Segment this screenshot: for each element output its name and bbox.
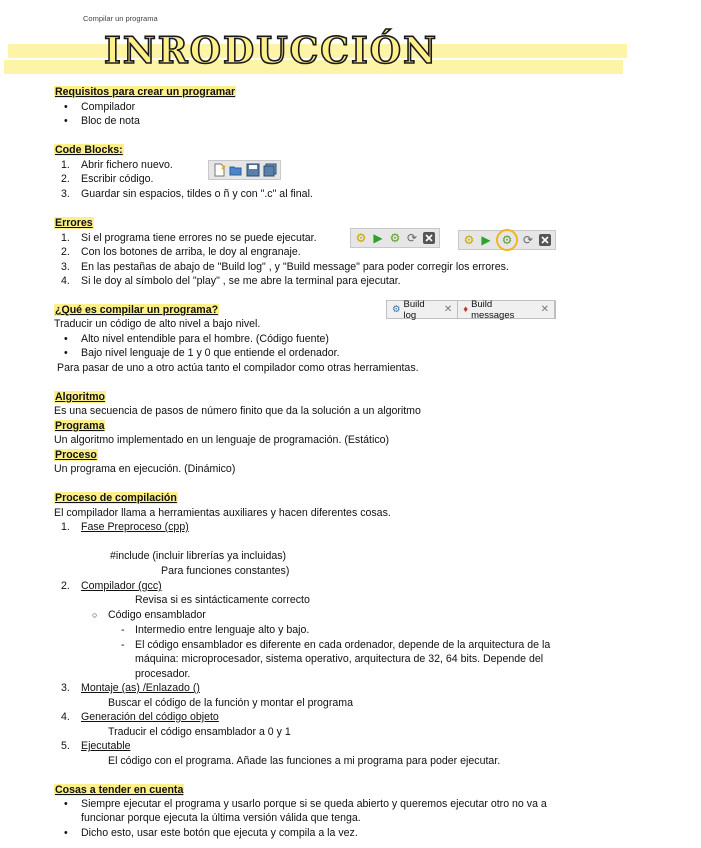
paragraph: Un algoritmo implementado en un lenguaje de programación. (Estático) (54, 434, 390, 446)
paragraph: máquina: microprocesador, sistema operativo, arquitectura de 32, 64 bits. Depende del (135, 653, 544, 665)
paragraph: Traducir el código ensamblador a 0 y 1 (108, 726, 291, 738)
play-icon[interactable]: ▶ (481, 233, 491, 247)
gear-icon[interactable]: ⚙ (463, 233, 475, 247)
document-header: Compilar un programa (83, 14, 158, 23)
section-heading-codeblocks: Code Blocks: (55, 144, 123, 156)
paragraph: Buscar el código de la función y montar el programa (108, 697, 353, 709)
list-item: 2. Con los botones de arriba, le doy al engranaje. (61, 246, 301, 258)
build-toolbar (350, 228, 440, 248)
list-item: 4. Si le doy al símbolo del "play" , se me abre la terminal para ejecutar. (61, 275, 401, 287)
abort-icon[interactable] (422, 231, 436, 245)
list-item: 4. Generación del código objeto (61, 711, 219, 723)
rebuild-icon[interactable]: ⟳ (406, 231, 418, 245)
paragraph: Un programa en ejecución. (Dinámico) (54, 463, 236, 475)
section-heading-compilacion: Proceso de compilación (55, 492, 177, 504)
section-heading-cosas: Cosas a tender en cuenta (55, 784, 184, 796)
abort-icon[interactable] (538, 233, 552, 247)
section-heading-errores: Errores (55, 217, 93, 229)
rebuild-icon[interactable]: ⟳ (522, 233, 534, 247)
build-messages-icon: ♦ (463, 304, 469, 315)
list-item: • Alto nivel entendible para el hombre. (Código fuente) (81, 333, 329, 345)
list-item: 1. Si el programa tiene errores no se puede ejecutar. (61, 232, 317, 244)
list-item: 2. Compilador (gcc) (61, 580, 162, 592)
list-item: 2. Escribir código. (61, 173, 154, 185)
list-item: 3. En las pestañas de abajo de "Build log" , y "Build message" para poder corregir los errores. (61, 261, 509, 273)
section-heading-proceso: Proceso (55, 449, 97, 461)
page-title: INRODUCCIÓN (104, 30, 439, 72)
new-file-icon[interactable] (212, 163, 226, 177)
file-toolbar (208, 160, 281, 180)
paragraph: procesador. (135, 668, 191, 680)
paragraph: Es una secuencia de pasos de número finito que da la solución a un algoritmo (54, 405, 421, 417)
section-heading-algoritmo: Algoritmo (55, 391, 106, 403)
build-run-icon[interactable]: ⚙ (389, 231, 401, 245)
paragraph: El código con el programa. Añade las funciones a mi programa para poder ejecutar. (108, 755, 501, 767)
play-icon[interactable]: ▶ (373, 231, 383, 245)
list-item: • Bajo nivel lenguaje de 1 y 0 que entiende el ordenador. (81, 347, 340, 359)
list-item: 3. Guardar sin espacios, tildes o ñ y con ".c" al final. (61, 188, 313, 200)
list-item: • Dicho esto, usar este botón que ejecuta y compila a la vez. (81, 827, 358, 839)
close-icon[interactable]: ✕ (540, 304, 549, 315)
open-file-icon[interactable] (229, 163, 243, 177)
list-item: 3. Montaje (as) /Enlazado () (61, 682, 200, 694)
list-item: • Compilador (81, 101, 135, 113)
list-item: - El código ensamblador es diferente en cada ordenador, depende de la arquitectura de la (135, 639, 550, 651)
list-item: ○ Código ensamblador (108, 609, 206, 621)
tab-build-log[interactable]: ⚙ Build log ✕ (387, 301, 458, 318)
list-item: 5. Ejecutable (61, 740, 131, 752)
build-toolbar-highlighted (458, 230, 556, 250)
paragraph: funcionar porque ejecuta la última versión válida que tenga. (81, 812, 361, 824)
list-item: • Bloc de nota (81, 115, 140, 127)
section-heading-programa: Programa (55, 420, 105, 432)
paragraph: Revisa si es sintácticamente correcto (135, 594, 310, 606)
paragraph: El compilador llama a herramientas auxiliares y hacen diferentes cosas. (54, 507, 391, 519)
paragraph: Para pasar de uno a otro actúa tanto el compilador como otras herramientas. (57, 362, 419, 374)
tab-build-messages[interactable]: ♦ Build messages ✕ (458, 301, 555, 318)
list-item: • Siempre ejecutar el programa y usarlo porque si se queda abierto y queremos ejecutar otro no va a (81, 798, 547, 810)
list-item: 1. Fase Preproceso (cpp) (61, 521, 189, 533)
paragraph: Traducir un código de alto nivel a bajo nivel. (54, 318, 261, 330)
build-run-icon[interactable]: ⚙ (496, 229, 518, 251)
paragraph: #include (incluir librerías ya incluidas) (110, 550, 287, 562)
section-heading-compilar: ¿Qué es compilar un programa? (55, 304, 219, 316)
gear-icon: ⚙ (392, 304, 401, 315)
list-item: 1. Abrir fichero nuevo. (61, 159, 173, 171)
gear-icon[interactable]: ⚙ (355, 231, 367, 245)
save-icon[interactable] (246, 163, 260, 177)
section-heading-requisitos: Requisitos para crear un programar (55, 86, 236, 98)
paragraph: Para funciones constantes) (161, 565, 290, 577)
close-icon[interactable]: ✕ (443, 304, 453, 315)
list-item: - Intermedio entre lenguaje alto y bajo. (135, 624, 309, 636)
build-tabs (386, 300, 556, 319)
save-all-icon[interactable] (263, 163, 277, 177)
